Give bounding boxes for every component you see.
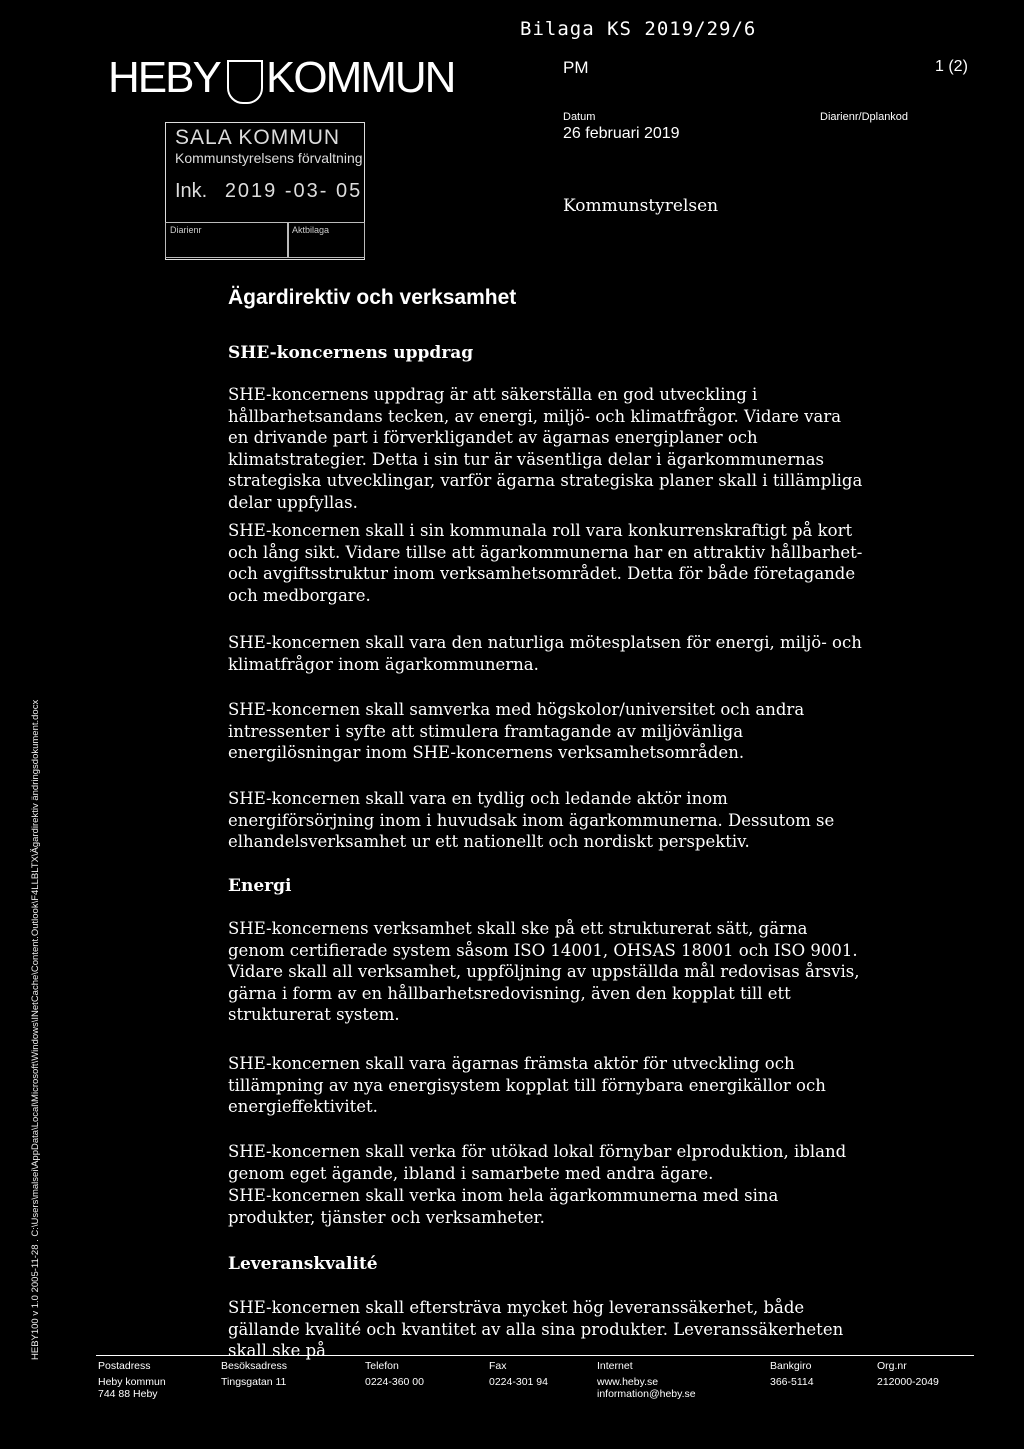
footer-col-internet [597,1360,747,1400]
page-number: 1 (2) [935,58,968,75]
footer-value: 0224-301 94 [489,1376,548,1388]
stamp-received-date: 2019 -03- 05 [224,180,363,202]
side-file-path: HEBY100 v 1.0 2005-11-28 . C:\Users\malsei\AppData\Local\Microsoft\Windows\INetCache\Content.Outlook\F4LLBLTX\Ägardirektiv ändringsdokument.docx [30,699,41,1360]
footer-value: Heby kommun [98,1376,166,1388]
date-value: 26 februari 2019 [563,125,680,142]
footer-col-besoksadress [221,1360,351,1388]
footer-value: 212000-2049 [877,1376,939,1388]
diarie-label: Diarienr/Dplankod [820,111,909,123]
section-heading-uppdrag: SHE-koncernens uppdrag [228,343,474,363]
footer-divider [96,1355,974,1356]
stamp-diarie-box [165,222,289,258]
footer-email-link[interactable]: information@heby.se [597,1388,696,1400]
footer-website-link[interactable]: www.heby.se [597,1376,659,1388]
footer-col-bankgiro [770,1360,860,1388]
stamp-received-label: Ink. [175,180,208,202]
footer-col-fax [489,1360,589,1388]
footer-value: 744 88 Heby [98,1388,158,1400]
paragraph: SHE-koncernen skall samverka med högskolor/universitet och andra intressenter i syfte att stimulera framtagande av miljövänliga energilösningar inom SHE-koncernens verksamhetsområden. [228,700,805,763]
date-label: Datum [563,111,596,123]
document-title: Ägardirektiv och verksamhet [228,286,517,309]
footer-label: Telefon [365,1360,399,1372]
paragraph: SHE-koncernen skall verka för utökad lokal förnybar elproduktion, ibland genom eget ägande, ibland i samarbete med andra ägare. [228,1142,847,1183]
stamp-unit: Kommunstyrelsens förvaltning [175,150,363,166]
logo-text-right: KOMMUN [266,53,455,102]
footer-value: 366-5114 [770,1376,814,1388]
recipient: Kommunstyrelsen [563,196,719,216]
footer-label: Besöksadress [221,1360,287,1372]
footer-label: Postadress [98,1360,151,1372]
footer-label: Bankgiro [770,1360,812,1372]
stamp-aktbilaga-label: Aktbilaga [292,225,330,235]
footer-col-postadress [98,1360,218,1400]
paragraph: SHE-koncernens verksamhet skall ske på ett strukturerat sätt, gärna genom certifierade system såsom ISO 14001, OHSAS 18001 och ISO 9001. Vidare skall all verksamhet, uppföljning av uppställda mål redovisas årsvis, gärna i form av en hållbarhetsredovisning, även den kopplat till ett strukturerat system. [228,919,860,1025]
footer-value: 0224-360 00 [365,1376,424,1388]
paragraph: SHE-koncernen skall i sin kommunala roll vara konkurrenskraftigt på kort och lång sikt. Vidare tillse att ägarkommunerna har en attraktiv hållbarhet- och avgiftsstruktur inom verksamhetsområdet. Detta för både företagande och medborgare. [228,521,863,605]
stamp-org: SALA KOMMUN [175,126,341,149]
footer-label: Internet [597,1360,633,1372]
attachment-reference: Bilaga KS 2019/29/6 [520,18,757,40]
paragraph: SHE-koncernen skall vara en tydlig och ledande aktör inom energiförsörjning inom i huvudsak inom ägarkommunerna. Dessutom se elhandelsverksamhet ur ett nationellt och nordiskt perspektiv. [228,789,835,852]
footer-col-telefon [365,1360,475,1388]
document-type: PM [563,58,589,77]
footer-label: Fax [489,1360,507,1372]
paragraph: SHE-koncernen skall verka inom hela ägarkommunerna med sina produkter, tjänster och verksamheter. [228,1186,779,1227]
footer-label: Org.nr [877,1360,907,1372]
footer-col-orgnr [877,1360,977,1388]
coat-of-arms-icon [227,60,263,104]
stamp-received [175,180,362,203]
paragraph: SHE-koncernens uppdrag är att säkerställa en god utveckling i hållbarhetsandans tecken, av energi, miljö- och klimatfrågor. Vidare vara en drivande part i förverkligandet av ägarnas energiplaner och klimatstrategier. Detta i sin tur är väsentliga delar i ägarkommunernas strategiska utvecklingar, varför ägarna strategiska planer skall i tillämpliga delar uppfyllas. [228,385,863,512]
paragraph: SHE-koncernen skall eftersträva mycket hög leveranssäkerhet, både gällande kvalité och kvantitet av alla sina produkter. Leveranssäkerheten skall ske på [228,1298,844,1361]
section-heading-energi: Energi [228,876,292,896]
section-heading-leveranskvalite: Leveranskvalité [228,1254,378,1274]
paragraph: SHE-koncernen skall vara den naturliga mötesplatsen för energi, miljö- och klimatfrågor inom ägarkommunerna. [228,633,862,674]
footer-value: Tingsgatan 11 [221,1376,287,1388]
paragraph: SHE-koncernen skall vara ägarnas främsta aktör för utveckling och tillämpning av nya energisystem kopplat till förnybara energikällor och energieffektivitet. [228,1054,826,1117]
stamp-diarie-label: Diarienr [170,225,202,235]
stamp-aktbilaga-box [287,222,365,258]
logo-text-left: HEBY [108,53,220,102]
